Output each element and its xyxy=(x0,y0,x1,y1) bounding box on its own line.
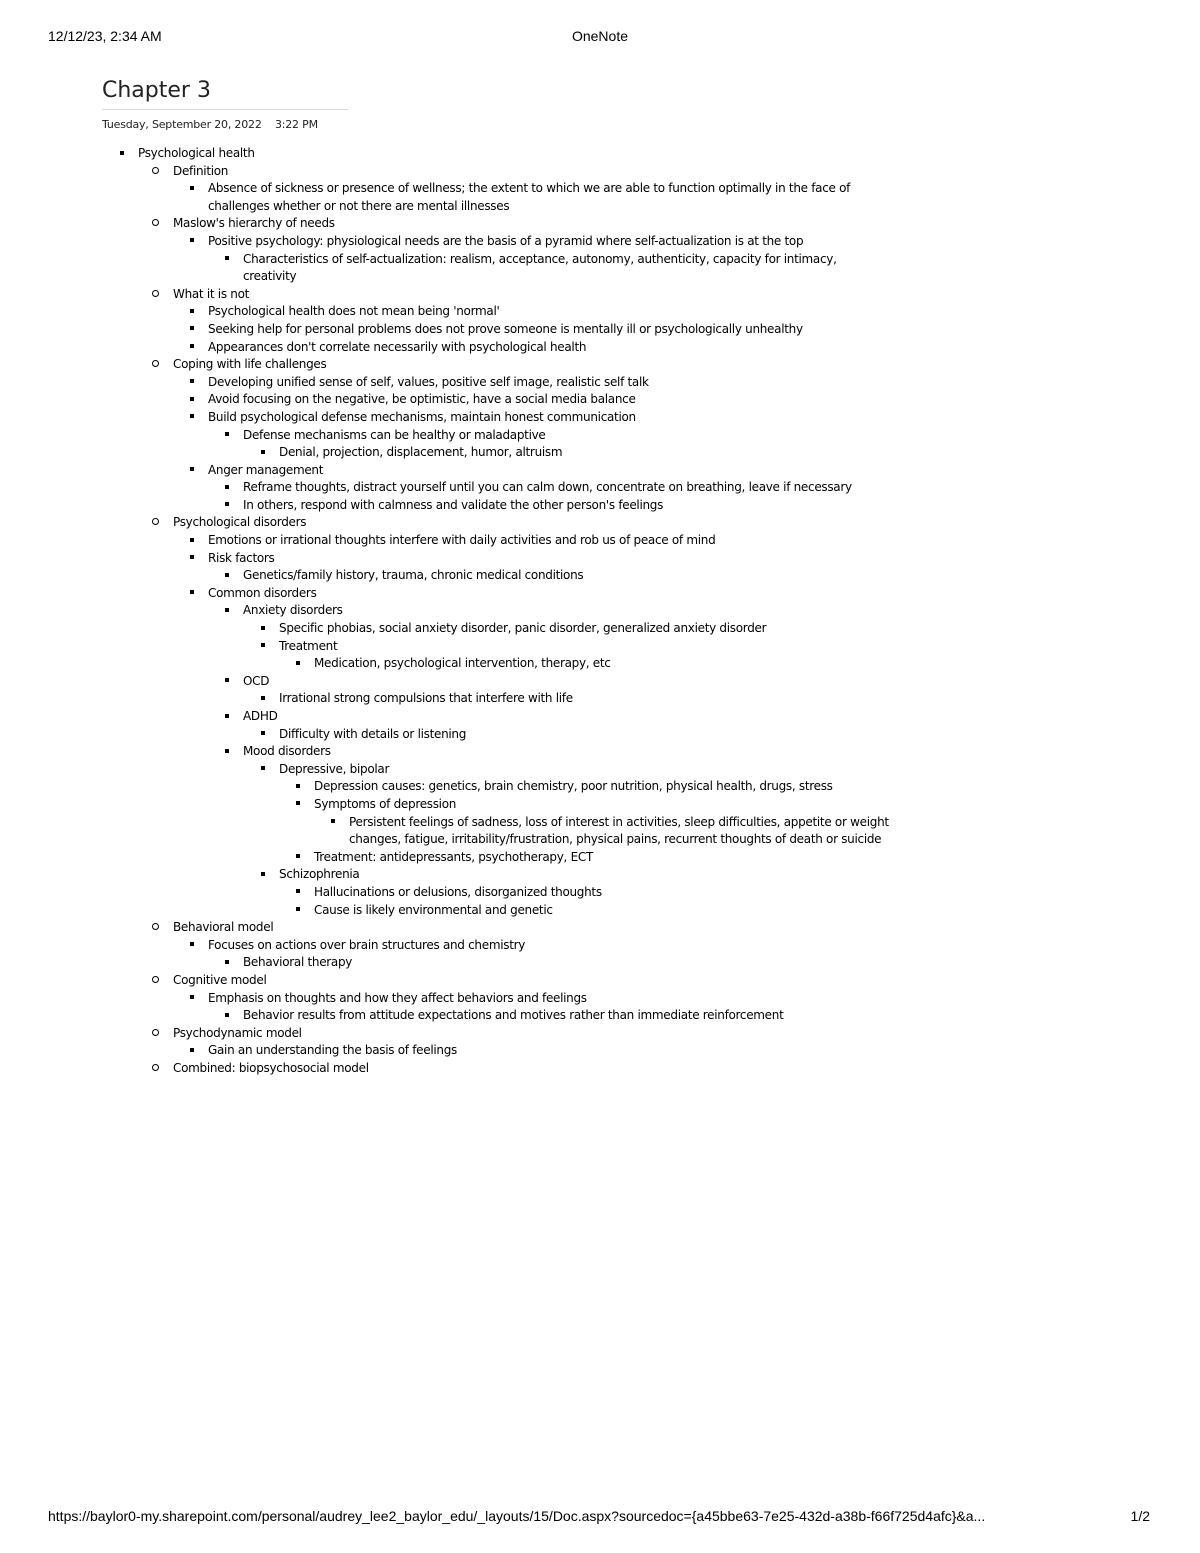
square-bullet-icon xyxy=(296,655,306,673)
outline-item xyxy=(314,884,904,902)
square-bullet-icon xyxy=(190,532,200,550)
circle-bullet-icon xyxy=(152,215,162,233)
square-bullet-icon xyxy=(190,937,200,955)
outline-item-text: OCD xyxy=(243,673,270,688)
circle-bullet-icon xyxy=(152,286,162,304)
outline-item xyxy=(208,550,878,568)
square-bullet-icon xyxy=(190,180,200,198)
square-bullet-icon xyxy=(261,690,271,708)
outline-item-text: Treatment xyxy=(279,638,338,653)
square-bullet-icon xyxy=(296,796,306,814)
outline-item-text: Build psychological defense mechanisms, maintain honest communication xyxy=(208,409,636,424)
print-footer xyxy=(48,1508,1152,1528)
outline-item xyxy=(243,427,863,445)
outline-item xyxy=(173,919,893,937)
outline-item xyxy=(314,902,904,920)
outline-item xyxy=(173,1060,893,1078)
outline-item-text: Developing unified sense of self, values, positive self image, realistic self talk xyxy=(208,374,649,389)
square-bullet-icon xyxy=(190,990,200,1008)
outline-item-text: Depression causes: genetics, brain chemistry, poor nutrition, physical health, drugs, stress xyxy=(314,779,833,794)
outline-item-text: Definition xyxy=(173,163,229,178)
outline-item-text: Denial, projection, displacement, humor, altruism xyxy=(279,445,563,460)
outline-item xyxy=(349,814,909,849)
outline-item xyxy=(173,215,893,233)
outline-item xyxy=(208,937,878,955)
outline-item xyxy=(138,145,898,163)
square-bullet-icon xyxy=(120,145,130,163)
outline-item xyxy=(173,286,893,304)
note-outline xyxy=(0,145,1200,1077)
page-date-text: Tuesday, September 20, 2022 xyxy=(102,118,262,131)
outline-item xyxy=(279,638,879,656)
outline-item xyxy=(279,444,879,462)
outline-item-text: Positive psychology: physiological needs are the basis of a pyramid where self-actualization is at the top xyxy=(208,233,804,248)
print-datetime: 12/12/23, 2:34 AM xyxy=(48,28,162,44)
circle-bullet-icon xyxy=(152,1025,162,1043)
outline-item xyxy=(208,391,878,409)
outline-item-text: Mood disorders xyxy=(243,744,331,759)
outline-item xyxy=(243,479,863,497)
outline-item xyxy=(243,673,863,691)
square-bullet-icon xyxy=(331,814,341,832)
outline-item-text: Cognitive model xyxy=(173,972,267,987)
outline-item-text: What it is not xyxy=(173,286,250,301)
print-app-name: OneNote xyxy=(571,28,629,44)
square-bullet-icon xyxy=(296,902,306,920)
square-bullet-icon xyxy=(261,444,271,462)
outline-item-text: Medication, psychological intervention, therapy, etc xyxy=(314,656,611,671)
outline-item-text: Defense mechanisms can be healthy or maladaptive xyxy=(243,427,546,442)
outline-item-text: Schizophrenia xyxy=(279,867,360,882)
outline-item-text: Cause is likely environmental and genetic xyxy=(314,902,553,917)
square-bullet-icon xyxy=(225,251,235,269)
square-bullet-icon xyxy=(225,567,235,585)
outline-item-text: Behavioral therapy xyxy=(243,955,353,970)
outline-item-text: Difficulty with details or listening xyxy=(279,726,467,741)
square-bullet-icon xyxy=(225,497,235,515)
outline-item xyxy=(208,303,878,321)
outline-item-text: Anxiety disorders xyxy=(243,603,343,618)
square-bullet-icon xyxy=(261,761,271,779)
outline-item-text: Focuses on actions over brain structures and chemistry xyxy=(208,937,526,952)
outline-item-text: Specific phobias, social anxiety disorder, panic disorder, generalized anxiety disorder xyxy=(279,621,767,636)
outline-item xyxy=(243,708,863,726)
outline-item-text: Symptoms of depression xyxy=(314,796,457,811)
outline-item-text: Psychological health xyxy=(138,146,255,160)
square-bullet-icon xyxy=(261,638,271,656)
print-url: https://baylor0-my.sharepoint.com/personal/audrey_lee2_baylor_edu/_layouts/15/Doc.aspx?sourcedoc={a45bbe63-7e25-432d-a38b-f66f725d4afc}&a... xyxy=(48,1508,986,1524)
square-bullet-icon xyxy=(225,708,235,726)
outline-item-text: Depressive, bipolar xyxy=(279,761,390,776)
outline-item xyxy=(173,972,893,990)
outline-item-text: Psychological health does not mean being 'normal' xyxy=(208,304,500,319)
print-header xyxy=(48,28,1152,48)
outline-item-text: Seeking help for personal problems does not prove someone is mentally ill or psychologically unhealthy xyxy=(208,321,803,336)
outline-item xyxy=(208,233,878,251)
outline-item-text: Reframe thoughts, distract yourself until you can calm down, concentrate on breathing, leave if necessary xyxy=(243,480,852,495)
square-bullet-icon xyxy=(190,233,200,251)
square-bullet-icon xyxy=(296,884,306,902)
page-date xyxy=(102,118,318,131)
outline-item-text: Common disorders xyxy=(208,585,317,600)
outline-item xyxy=(279,620,879,638)
square-bullet-icon xyxy=(296,778,306,796)
outline-item xyxy=(314,849,904,867)
outline-item-text: Persistent feelings of sadness, loss of interest in activities, sleep difficulties, appetite or weight changes, fatigue, irritability/frustration, physical pains, recurrent thoughts of death or suicide xyxy=(349,814,889,847)
outline-item xyxy=(208,990,878,1008)
outline-item-text: Combined: biopsychosocial model xyxy=(173,1060,369,1075)
outline-item xyxy=(208,462,878,480)
outline-item-text: Psychological disorders xyxy=(173,515,307,530)
outline-item-text: Coping with life challenges xyxy=(173,357,327,372)
outline-item xyxy=(243,1007,863,1025)
square-bullet-icon xyxy=(190,585,200,603)
outline-item xyxy=(208,585,878,603)
square-bullet-icon xyxy=(225,602,235,620)
outline-item-text: Appearances don't correlate necessarily with psychological health xyxy=(208,339,587,354)
outline-item xyxy=(208,180,878,215)
outline-item xyxy=(173,1025,893,1043)
outline-item-text: ADHD xyxy=(243,709,278,723)
square-bullet-icon xyxy=(190,391,200,409)
square-bullet-icon xyxy=(225,427,235,445)
square-bullet-icon xyxy=(225,673,235,691)
outline-item-text: Emotions or irrational thoughts interfere with daily activities and rob us of peace of mind xyxy=(208,533,716,548)
outline-item xyxy=(279,726,879,744)
outline-item xyxy=(314,778,904,796)
circle-bullet-icon xyxy=(152,514,162,532)
square-bullet-icon xyxy=(190,409,200,427)
outline-item-text: Maslow's hierarchy of needs xyxy=(173,216,335,231)
outline-item xyxy=(243,954,863,972)
outline-item-text: Behavior results from attitude expectations and motives rather than immediate reinforcement xyxy=(243,1008,784,1023)
outline-item-text: Gain an understanding the basis of feelings xyxy=(208,1043,457,1058)
square-bullet-icon xyxy=(225,1007,235,1025)
outline-item xyxy=(243,602,863,620)
outline-item-text: Anger management xyxy=(208,462,324,477)
square-bullet-icon xyxy=(190,550,200,568)
outline-item-text: Genetics/family history, trauma, chronic medical conditions xyxy=(243,568,584,583)
outline-item-text: Emphasis on thoughts and how they affect behaviors and feelings xyxy=(208,990,587,1005)
outline-item xyxy=(243,743,863,761)
page-title: Chapter 3 xyxy=(102,76,348,110)
outline-item xyxy=(279,690,879,708)
outline-item xyxy=(208,321,878,339)
square-bullet-icon xyxy=(296,849,306,867)
square-bullet-icon xyxy=(190,339,200,357)
outline-item-text: In others, respond with calmness and validate the other person's feelings xyxy=(243,497,664,512)
square-bullet-icon xyxy=(190,462,200,480)
page-indicator: 1/2 xyxy=(1130,1508,1150,1524)
outline-item-text: Absence of sickness or presence of wellness; the extent to which we are able to function optimally in the face of challenges whether or not there are mental illnesses xyxy=(208,181,851,213)
outline-item xyxy=(208,1042,878,1060)
outline-item-text: Characteristics of self-actualization: realism, acceptance, autonomy, authenticity, capacity for intimacy, creativity xyxy=(243,251,837,284)
square-bullet-icon xyxy=(261,726,271,744)
outline-item xyxy=(279,761,879,779)
square-bullet-icon xyxy=(190,374,200,392)
outline-item xyxy=(173,163,893,181)
outline-item xyxy=(314,655,904,673)
outline-item xyxy=(243,567,863,585)
square-bullet-icon xyxy=(190,303,200,321)
outline-item xyxy=(279,866,879,884)
outline-item xyxy=(208,374,878,392)
outline-item xyxy=(243,497,863,515)
page-time-text: 3:22 PM xyxy=(274,118,318,131)
outline-item xyxy=(208,409,878,427)
square-bullet-icon xyxy=(190,1042,200,1060)
outline-item xyxy=(208,532,878,550)
circle-bullet-icon xyxy=(152,1060,162,1078)
outline-item-text: Hallucinations or delusions, disorganized thoughts xyxy=(314,884,602,899)
square-bullet-icon xyxy=(190,321,200,339)
circle-bullet-icon xyxy=(152,972,162,990)
outline-item xyxy=(314,796,904,814)
outline-item-text: Irrational strong compulsions that interfere with life xyxy=(279,691,573,706)
square-bullet-icon xyxy=(225,743,235,761)
square-bullet-icon xyxy=(225,954,235,972)
outline-item-text: Treatment: antidepressants, psychotherapy, ECT xyxy=(314,849,593,864)
circle-bullet-icon xyxy=(152,163,162,181)
outline-item xyxy=(173,514,893,532)
outline-item xyxy=(243,251,863,286)
square-bullet-icon xyxy=(261,866,271,884)
square-bullet-icon xyxy=(225,479,235,497)
outline-item-text: Psychodynamic model xyxy=(173,1025,302,1040)
outline-item xyxy=(208,339,878,357)
square-bullet-icon xyxy=(261,620,271,638)
outline-item-text: Avoid focusing on the negative, be optimistic, have a social media balance xyxy=(208,392,636,407)
circle-bullet-icon xyxy=(152,356,162,374)
circle-bullet-icon xyxy=(152,919,162,937)
outline-item xyxy=(173,356,893,374)
outline-item-text: Behavioral model xyxy=(173,920,274,935)
outline-item-text: Risk factors xyxy=(208,550,275,565)
